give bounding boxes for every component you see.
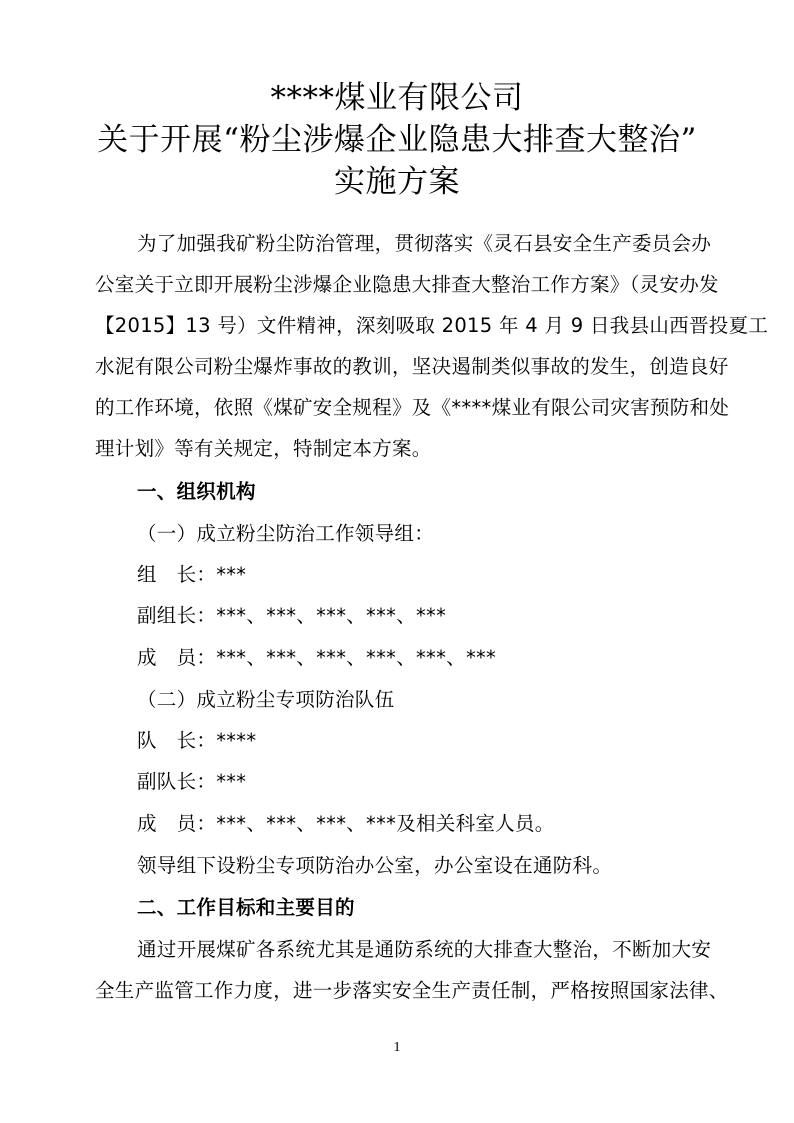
subsection-heading-special-team: （二）成立粉尘专项防治队伍 — [137, 688, 395, 711]
document-title-subject: 关于开展“粉尘涉爆企业隐患大排查大整治” — [97, 122, 697, 158]
subsection-heading-leadership-group: （一）成立粉尘防治工作领导组： — [137, 522, 435, 545]
role-row-team-members — [137, 811, 707, 837]
role-label: 组 长： — [137, 563, 217, 586]
role-value: ***、***、***、***、*** — [216, 604, 447, 627]
goals-paragraph-line: 全生产监管工作力度，进一步落实安全生产责任制，严格按照国家法律、 — [95, 979, 729, 1002]
role-value: *** — [216, 563, 247, 586]
role-row-team-leader — [137, 728, 707, 754]
role-value: *** — [216, 770, 247, 793]
role-label: 副组长： — [137, 604, 217, 627]
intro-paragraph-line: 水泥有限公司粉尘爆炸事故的教训，坚决遏制类似事故的发生，创造良好 — [95, 355, 729, 378]
role-row-deputy-team-leader — [137, 769, 707, 795]
intro-paragraph-line: 为了加强我矿粉尘防治管理，贯彻落实《灵石县安全生产委员会办 — [137, 232, 712, 255]
intro-paragraph-line: 公室关于立即开展粉尘涉爆企业隐患大排查大整治工作方案》（灵安办发 — [95, 273, 719, 296]
intro-paragraph-line: 【2015】13 号）文件精神，深刻吸取 2015 年 4 月 9 日我县山西晋投夏工 — [95, 314, 769, 337]
role-row-deputy-leader — [137, 603, 707, 629]
role-value: ***、***、***、***及相关科室人员。 — [216, 812, 555, 835]
role-label: 成 员： — [137, 646, 217, 669]
role-label: 成 员： — [137, 812, 217, 835]
office-note: 领导组下设粉尘专项防治办公室，办公室设在通防科。 — [137, 854, 613, 877]
role-value: **** — [216, 729, 257, 752]
role-value: ***、***、***、***、***、*** — [216, 646, 497, 669]
section-heading-goals: 二、工作目标和主要目的 — [137, 896, 355, 919]
goals-paragraph-line: 通过开展煤矿各系统尤其是通防系统的大排查大整治，不断加大安 — [137, 938, 712, 961]
section-heading-organization: 一、组织机构 — [137, 480, 256, 503]
document-title-company: ****煤业有限公司 — [270, 80, 524, 116]
page-number: 1 — [393, 1040, 401, 1055]
role-label: 队 长： — [137, 729, 217, 752]
intro-paragraph-line: 理计划》等有关规定，特制定本方案。 — [95, 437, 432, 460]
role-row-members — [137, 645, 707, 671]
document-title-type: 实施方案 — [334, 164, 460, 200]
role-label: 副队长： — [137, 770, 217, 793]
role-row-leader — [137, 562, 707, 588]
intro-paragraph-line: 的工作环境，依照《煤矿安全规程》及《****煤业有限公司灾害预防和处 — [95, 396, 730, 419]
